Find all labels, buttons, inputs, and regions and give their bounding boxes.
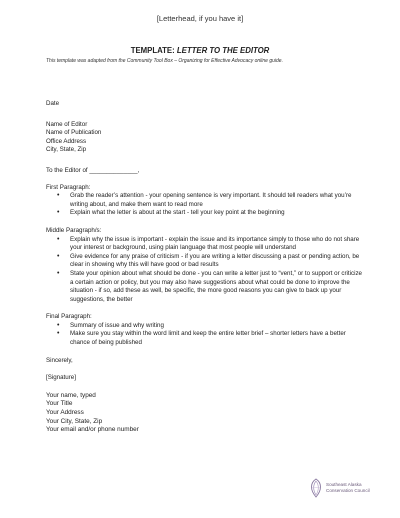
closing: Sincerely,	[46, 356, 73, 364]
section-heading: First Paragraph:	[46, 183, 91, 191]
bullet-item: • Grab the reader’s attention - your opening sentence is very important. It should tell readers what you’re writing about, and make them want to read more	[70, 192, 364, 209]
recipient-line: Office Address	[46, 137, 87, 145]
contact-line: Your City, State, Zip	[46, 417, 103, 425]
document-subtitle: This template was adapted from the Community Tool Box – Organizing for Effective Advocacy online guide.	[46, 58, 283, 64]
bullet-item: • Explain why the issue is important - explain the issue and its importance simply to those who do not share your interest or background, using plain language that most people will understand	[70, 236, 364, 253]
seacc-logo	[308, 478, 388, 498]
recipient-line: City, State, Zip	[46, 146, 87, 154]
bullet-item: • Summary of issue and why writing	[70, 322, 364, 331]
leaf-logo-icon	[308, 478, 324, 498]
logo-text	[326, 482, 370, 493]
title-prefix: TEMPLATE:	[130, 46, 177, 55]
bullet-list	[46, 236, 364, 305]
contact-line: Your name, typed	[46, 391, 96, 399]
final-paragraph-section	[46, 313, 364, 347]
signature-placeholder: [Signature]	[46, 374, 76, 382]
bullet-item: • State your opinion about what should be done - you can write a letter just to “vent,” or to support or criticize a certain action or policy, but you may also have suggestions about what could be done to improve the situation - if so, add these as well, be specific, the more good reasons you can give to back up your suggestions, the better	[70, 270, 364, 304]
recipient-block	[46, 121, 364, 155]
salutation: To the Editor of ______________,	[46, 166, 140, 174]
contact-block	[46, 392, 364, 435]
bullet-list	[46, 322, 364, 348]
letter-body	[46, 100, 364, 435]
first-paragraph-section	[46, 184, 364, 218]
document-title	[0, 46, 400, 55]
date-line: Date	[46, 100, 60, 107]
contact-line: Your email and/or phone number	[46, 426, 139, 434]
section-heading: Middle Paragraph/s:	[46, 226, 102, 234]
middle-paragraphs-section	[46, 227, 364, 304]
logo-line: Southeast Alaska	[326, 482, 362, 487]
bullet-item: • Make sure you stay within the word limit and keep the entire letter brief – shorter letters have a better chance of being published	[70, 330, 364, 347]
contact-line: Your Title	[46, 400, 73, 408]
title-emphasis: LETTER TO THE EDITOR	[176, 46, 270, 55]
recipient-line: Name of Publication	[46, 129, 102, 137]
contact-line: Your Address	[46, 409, 84, 417]
recipient-line: Name of Editor	[46, 120, 88, 128]
bullet-item: • Give evidence for any praise of criticism - if you are writing a letter discussing a past or pending action, be clear in showing why this will have good or bad results	[70, 253, 364, 270]
section-heading: Final Paragraph:	[46, 313, 92, 321]
logo-line: Conservation Council	[326, 487, 370, 493]
letterhead-placeholder: [Letterhead, if you have it]	[156, 14, 244, 23]
bullet-item: • Explain what the letter is about at the start - tell your key point at the beginning	[70, 209, 364, 218]
bullet-list	[46, 192, 364, 218]
